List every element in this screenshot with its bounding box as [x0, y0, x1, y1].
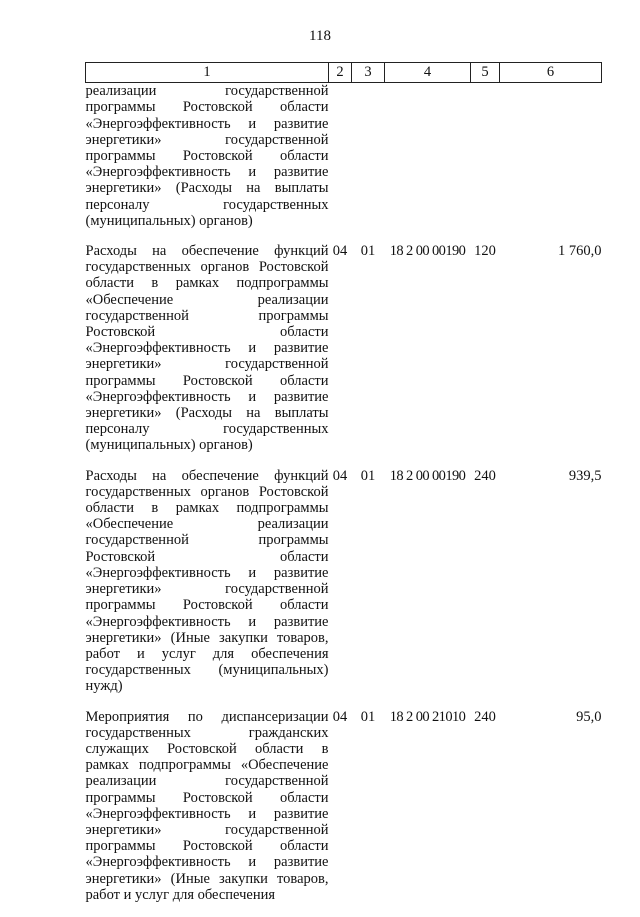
table-row: [86, 709, 602, 917]
table-row: [86, 83, 602, 243]
column-header-3: 3: [352, 63, 385, 83]
row-target-article: 18 2 00 00190: [389, 243, 466, 260]
row-target-article: 18 2 00 00190: [389, 467, 466, 484]
column-header-5: 5: [471, 63, 500, 83]
row-section-code: 04: [332, 708, 348, 725]
row-amount: 1 760,0: [558, 243, 602, 260]
column-header-6: 6: [500, 63, 602, 83]
row-amount: 939,5: [568, 467, 602, 484]
row-subsection-code: 01: [360, 467, 376, 484]
column-header-4: 4: [385, 63, 471, 83]
row-subsection-code: 01: [360, 708, 376, 725]
table-row: [86, 243, 602, 468]
row-description: реализации государственной программы Ростовской области «Энергоэффективность и развитие энергетики» государственной программы Ростовской области «Энергоэффективность и развитие энергетики» (Расходы на выплаты персоналу государственных (муниципальных) органов): [85, 83, 329, 229]
row-description: Расходы на обеспечение функций государственных органов Ростовской области в рамках подпрограммы «Обеспечение реализации государственной программы Ростовской области «Энергоэффективность и развитие энергетики» государственной программы Ростовской области «Энергоэффективность и развитие энергетики» (Иные закупки товаров, работ и услуг для обеспечения государственных (муниципальных) нужд): [85, 467, 329, 695]
row-description: Расходы на обеспечение функций государственных органов Ростовской области в рамках подпрограммы «Обеспечение реализации государственной программы Ростовской области «Энергоэффективность и развитие энергетики» государственной программы Ростовской области «Энергоэффективность и развитие энергетики» (Расходы на выплаты персоналу государственных (муниципальных) органов): [85, 243, 329, 454]
column-header-1: 1: [86, 63, 329, 83]
row-amount: 95,0: [576, 708, 602, 725]
row-expense-type: 120: [474, 243, 496, 260]
row-expense-type: 240: [474, 708, 496, 725]
row-amount: [500, 83, 602, 243]
row-section-code: [329, 83, 352, 243]
row-expense-type: 240: [474, 467, 496, 484]
row-expense-type: [471, 83, 500, 243]
budget-table: [85, 62, 602, 917]
table-row: [86, 468, 602, 709]
row-target-article: [385, 83, 471, 243]
column-header-2: 2: [329, 63, 352, 83]
row-section-code: 04: [332, 467, 348, 484]
page-number: 118: [309, 28, 331, 44]
table-header-row: [86, 63, 602, 83]
row-target-article: 18 2 00 21010: [389, 708, 466, 725]
row-subsection-code: 01: [360, 243, 376, 260]
row-section-code: 04: [332, 243, 348, 260]
row-subsection-code: [352, 83, 385, 243]
row-description: Мероприятия по диспансеризации государственных гражданских служащих Ростовской области в рамках подпрограммы «Обеспечение реализации государственной программы Ростовской области «Энергоэффективность и развитие энергетики» государственной программы Ростовской области «Энергоэффективность и развитие энергетики» (Иные закупки товаров, работ и услуг для обеспечения: [85, 708, 329, 903]
